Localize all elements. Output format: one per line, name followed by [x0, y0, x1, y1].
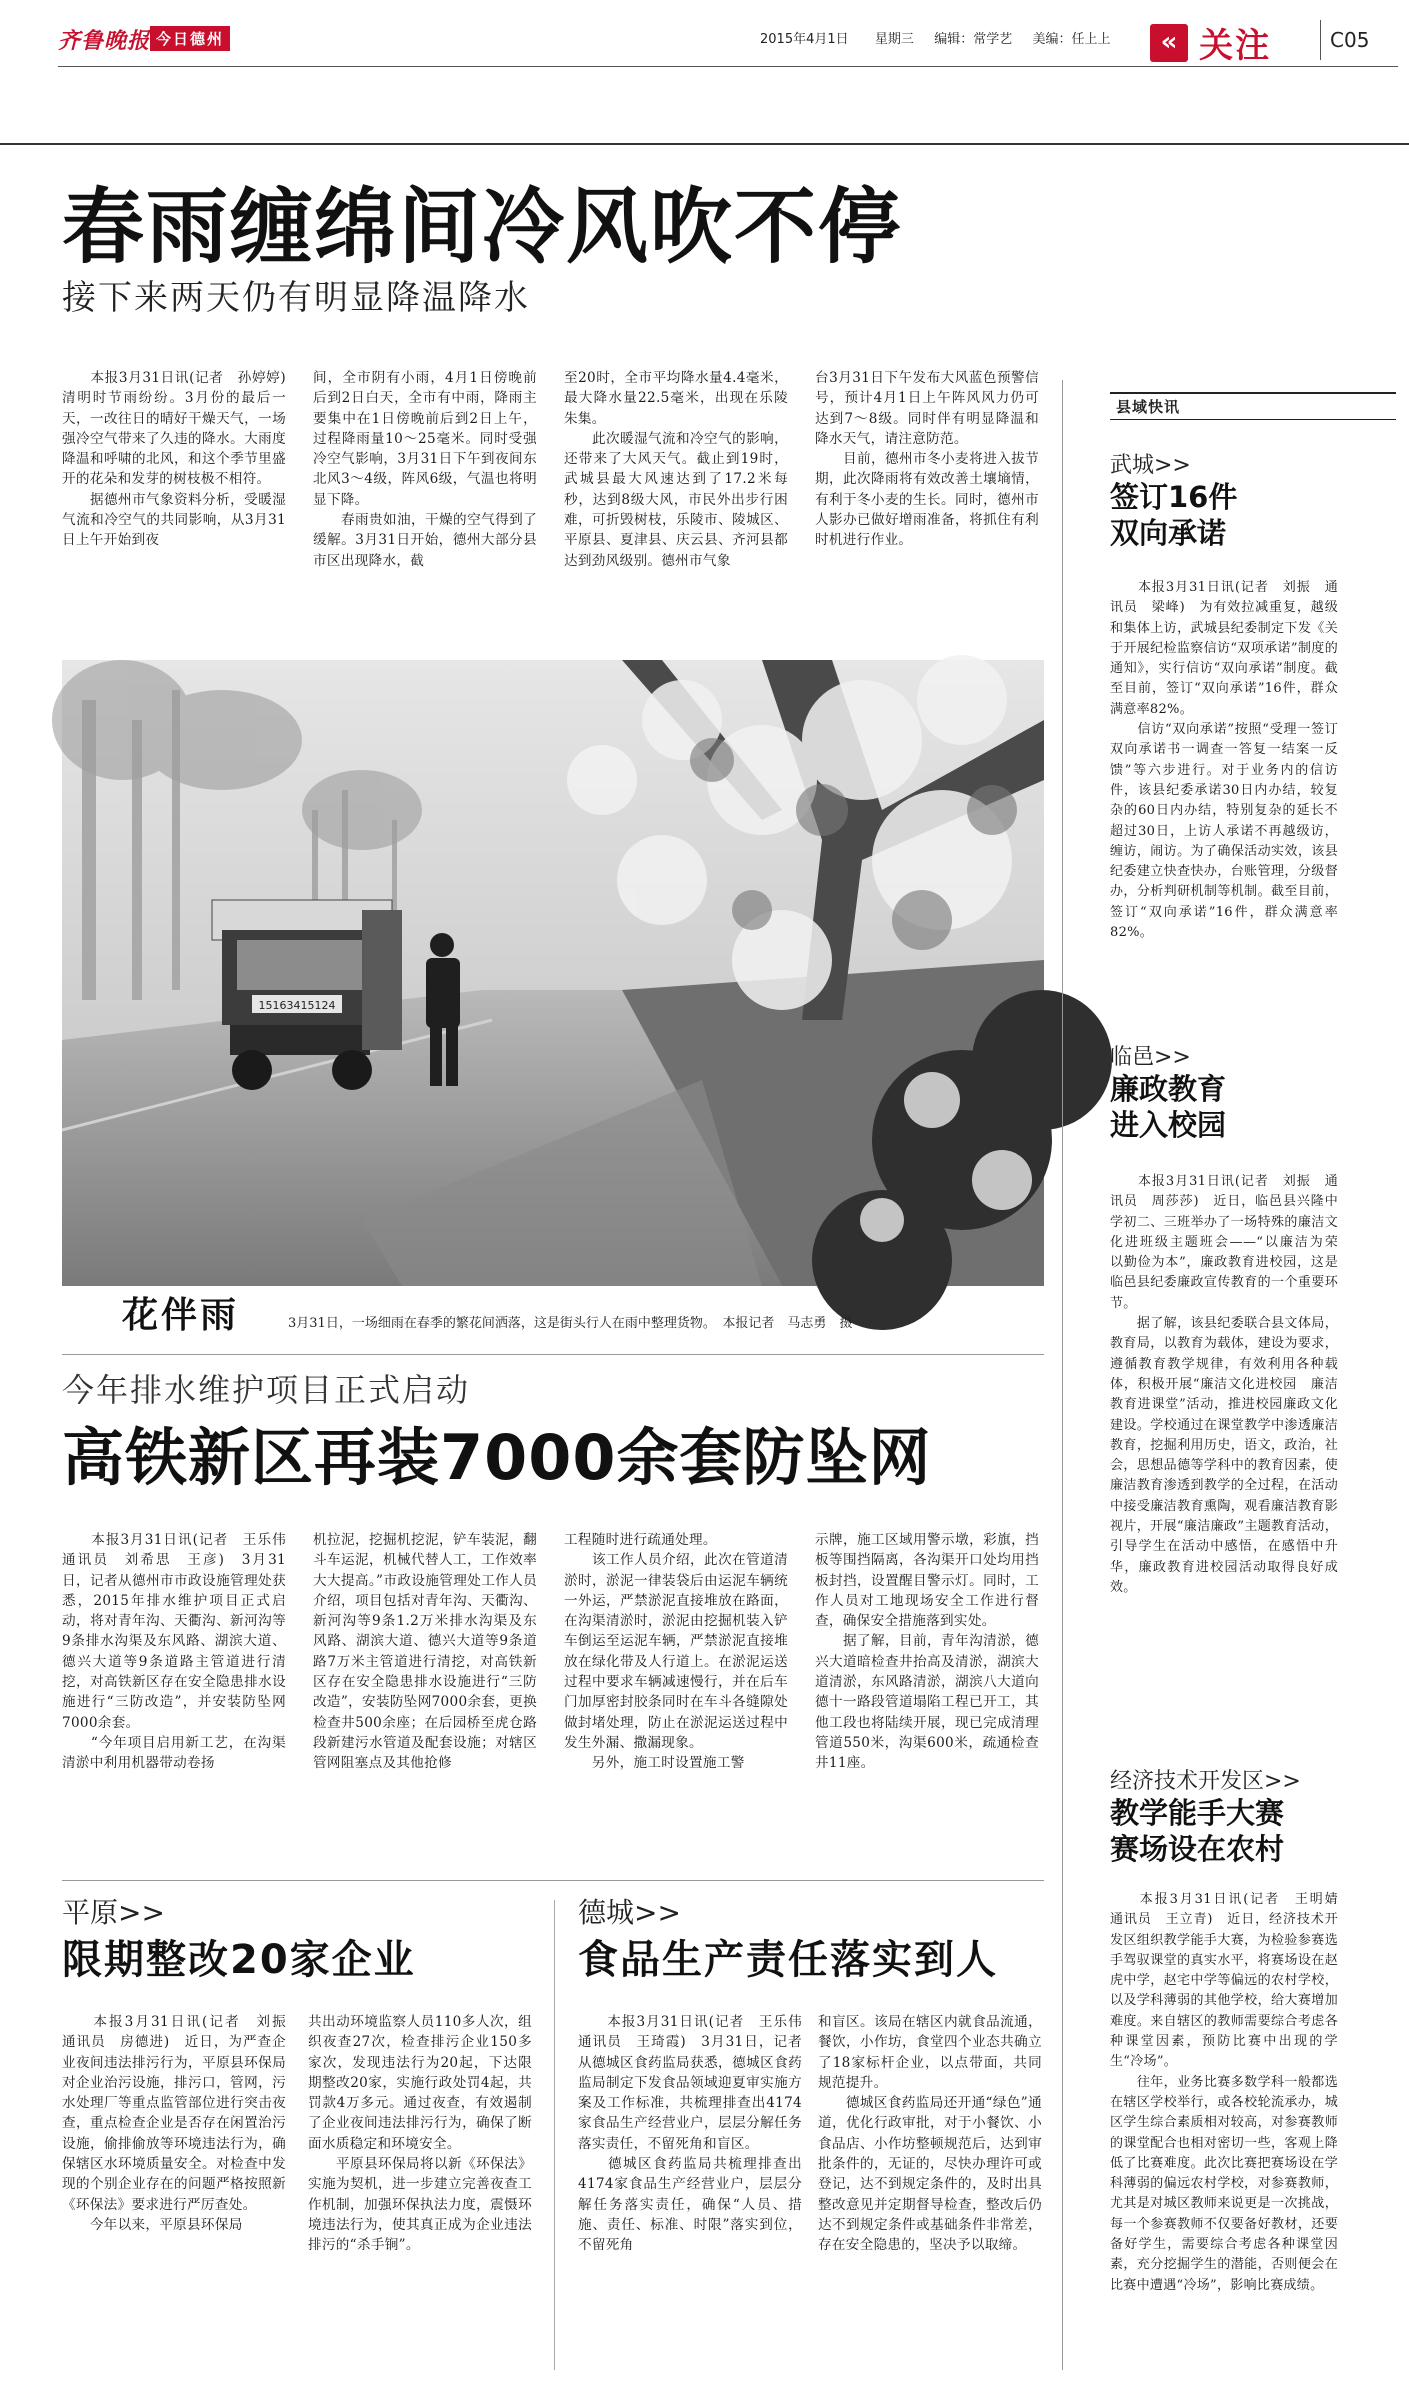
- decheng-column-1: 本报3月31日讯(记者 王乐伟 通讯员 王琦霞) 3月31日，记者从德城区食药监局获悉，德城区食药监局制定下发食品领域迎夏审实施方案及工作标准，共梳理排查出4174家食品生产经营业户，层层分解任务落实责任，不留死角和盲区。 德城区食药监局共梳理排查出4174家食品生产经营业户，层层分解任务落实责任，确保“人员、措施、责任、标准、时限”落实到位，不留死角: [578, 2014, 802, 2254]
- pingyuan-column-1: 本报3月31日讯(记者 刘振 通讯员 房德进) 近日，为严查企业夜间违法排污行为，平原县环保局对企业治污设施，排污口，管网，污水处理厂等重点监管部位进行突击夜查，重点检查企业是否存在闲置治污设施，偷排偷放等环境违法行为，确保辖区水环境质量安全。对检查中发现的个别企业存在的问题严格按照新《环保法》要求进行严厉查处。 今年以来，平原县环保局: [62, 2014, 286, 2233]
- sidebar-item-3-body: 本报3月31日讯(记者 王明婧 通讯员 王立青) 近日，经济技术开发区组织教学能手大赛，为检验参赛选手驾驭课堂的真实水平，将赛场设在赵虎中学，赵宅中学等偏远的农村学校，以及学科薄弱的其他学校，给大赛增加难度。来自辖区的教师需要综合考虑各种课堂因素，预防比赛中出现的学生“冷场”。 往年，业务比赛多数学科一般都选在辖区学校举行，或各校轮流承办，城区学生综合素质相对较高，对参赛教师的课堂配合也相对密切一些，客观上降低了比赛难度。此次比赛把赛场设在学科薄弱的偏远农村学校，对参赛教师，尤其是对城区教师来说更是一次挑战，每一个参赛教师不仅要备好教材，还要备好学生，需要综合考虑各种课堂因素，充分挖掘学生的潜能，否则便会在比赛中遭遇“冷场”，影响比赛成绩。: [1110, 1892, 1338, 2293]
- svg-text:15163415124: 15163415124: [258, 999, 336, 1012]
- photo-caption: 3月31日，一场细雨在春季的繁花间洒落，这是街头行人在雨中整理货物。 本报记者 马志勇 摄: [288, 1316, 853, 1331]
- railway-kicker: 今年排水维护项目正式启动: [62, 1371, 471, 1409]
- issue-date: 2015年4月1日: [760, 32, 849, 47]
- lead-column-1: 本报3月31日讯(记者 孙婷婷) 清明时节雨纷纷。3月份的最后一天，一改往日的晴好干燥天气，一场强冷空气带来了久违的降水。大雨度降温和呼啸的北风，和这个季节里盛开的花朵和发芽的树枝极不相符。 据德州市气象资料分析，受暖湿气流和冷空气的共同影响，从3月31日上午开始到夜: [62, 370, 286, 549]
- lead-headline: 春雨缠绵间冷风吹不停: [62, 180, 903, 275]
- top-rule: [0, 143, 1409, 145]
- sidebar-item-2-headline-2: 进入校园: [1110, 1108, 1227, 1142]
- column-tag-label: 关注: [1199, 26, 1272, 66]
- sidebar-label: 县域快讯: [1116, 398, 1181, 416]
- rain-photo: [62, 660, 1044, 1286]
- editor-credit: 编辑：常学艺: [934, 32, 1013, 47]
- lower-divider: [554, 1900, 555, 2370]
- sidebar-item-1-place: 武城>>: [1110, 453, 1191, 478]
- sidebar-item-3-place: 经济技术开发区>>: [1110, 1769, 1301, 1794]
- pingyuan-column-2: 共出动环境监察人员110多人次，组织夜查27次，检查排污企业150多家次，发现违法行为20起，下达限期整改20家，实施行政处罚4起，共罚款4万多元。通过夜查，有效遏制了企业夜间违法排污行为，确保了断面水质稳定和环境安全。 平原县环保局将以新《环保法》实施为契机，进一步建立完善夜查工作机制，加强环保执法力度，震慑环境违法行为，使其真正成为企业违法排污的“杀手锏”。: [308, 2014, 532, 2254]
- decheng-place: 德城>>: [578, 1896, 681, 1929]
- section-name-badge: [150, 26, 230, 51]
- railway-column-1: 本报3月31日讯(记者 王乐伟 通讯员 刘希思 王彦) 3月31日，记者从德州市市政设施管理处获悉，2015年排水维护项目正式启动，将对青年沟、天衢沟、新河沟等9条排水沟渠及东风路、湖滨大道、德兴大道等9条道路主管道进行清挖，对高铁新区存在安全隐患排水设施进行“三防改造”，并安装防坠网7000余套。 “今年项目启用新工艺，在沟渠清淤中利用机器带动卷扬: [62, 1532, 286, 1772]
- railway-headline: 高铁新区再装7000余套防坠网: [62, 1421, 932, 1494]
- chevron-left-icon: «: [1150, 24, 1188, 62]
- masthead-title: 齐鲁晚报: [58, 28, 151, 54]
- photo-title: 花伴雨: [122, 1295, 240, 1336]
- sidebar-item-3-headline-2: 赛场设在农村: [1110, 1832, 1285, 1866]
- lead-column-4: 台3月31日下午发布大风蓝色预警信号，预计4月1日上午阵风风力仍可达到7～8级。同时伴有明显降温和降水天气，请注意防范。 目前，德州市冬小麦将进入拔节期，此次降雨将有效改善土壤墒情，有利于冬小麦的生长。同时，德州市人影办已做好增雨准备，将抓住有利时机进行作业。: [815, 370, 1039, 549]
- header-rule: [58, 66, 1398, 67]
- header-meta: [760, 28, 1111, 47]
- section-name: 今日德州: [156, 30, 225, 48]
- sidebar-label-box: [1110, 392, 1396, 420]
- railway-column-2: 机拉泥，挖掘机挖泥，铲车装泥，翻斗车运泥，机械代替人工，工作效率大大提高。”市政设施管理处工作人员介绍，项目包括对青年沟、天衢沟、新河沟等9条1.2万米排水沟渠及东风路、湖滨大道、德兴大道等9条道路7万米主管道进行清挖，对高铁新区存在安全隐患排水设施进行“三防改造”，安装防坠网7000余套，更换检查井500余座；在后园桥至虎仓路段新建污水管道及配套设施；对辖区管网阻塞点及其他抢修: [313, 1532, 537, 1772]
- railway-column-3: 工程随时进行疏通处理。 该工作人员介绍，此次在管道清淤时，淤泥一律装袋后由运泥车辆统一外运，严禁淤泥直接堆放在路面，在沟渠清淤时，淤泥由挖掘机装入铲车倒运至运泥车辆，严禁淤泥直接堆放在绿化带及人行道上。在淤泥运送过程中要求车辆减速慢行，并在后车门加厚密封胶条同时在车斗各缝隙处做封堵处理，防止在淤泥运送过程中发生外漏、撒漏现象。 另外，施工时设置施工警: [564, 1532, 788, 1772]
- sidebar-item-2-body: 本报3月31日讯(记者 刘振 通讯员 周莎莎) 近日，临邑县兴隆中学初二、三班举办了一场特殊的廉洁文化进班级主题班会——“以廉洁为荣 以勤俭为本”，廉政教育进校园，这是临邑县纪委廉政宣传教育的一个重要环节。 据了解，该县纪委联合县文体局，教育局，以教育为载体，建设为要求，遵循教育教学规律，有效利用各种载体，积极开展“廉洁文化进校园 廉洁教育进课堂”活动，推进校园廉政文化建设。学校通过在课堂教学中渗透廉洁教育，挖掘利用历史，语文，政治，社会，思想品德等学科中的教育因素，使廉洁教育渗透到教学的全过程，在活动中接受廉洁教育熏陶，观看廉洁教育影视片，开展“廉洁廉政”主题教育活动，引导学生在活动中感悟，在感悟中升华，廉政教育进校园活动取得良好成效。: [1110, 1174, 1338, 1595]
- pingyuan-place: 平原>>: [62, 1896, 165, 1929]
- page-code: C05: [1330, 28, 1370, 52]
- lead-column-2: 间，全市阴有小雨，4月1日傍晚前后到2日白天，全市有中雨，降雨主要集中在1日傍晚前后到2日上午，过程降雨量10～25毫米。同时受强冷空气影响，3月31日下午到夜间东北风3～4级，阵风6级，气温也将明显下降。 春雨贵如油，干燥的空气得到了缓解。3月31日开始，德州大部分县市区出现降水，截: [313, 370, 537, 569]
- sidebar-left-rule: [1062, 380, 1063, 2370]
- masthead-logo: [58, 24, 150, 55]
- railway-column-4: 示牌，施工区域用警示墩，彩旗，挡板等围挡隔离，各沟渠开口处均用挡板封挡，设置醒目警示灯。同时，工作人员对工地现场安全工作进行督查，确保安全措施落到实处。 据了解，目前，青年沟清淤，德兴大道暗检查井抬高及清淤，湖滨大道清淤，东风路清淤，湖滨八大道向德十一路段管道塌陷工程已开工，其他工段也将陆续开展，现已完成清理管道550米，沟渠600米，疏通检查井11座。: [815, 1532, 1039, 1772]
- pingyuan-headline: 限期整改20家企业: [62, 1937, 416, 1983]
- rain-street-scene: [62, 660, 1044, 1286]
- designer-credit: 美编：任上上: [1032, 32, 1111, 47]
- lower-rule: [62, 1880, 1044, 1881]
- decheng-headline: 食品生产责任落实到人: [578, 1937, 998, 1983]
- photo-bottom-rule: [62, 1354, 1044, 1355]
- sidebar-item-3-headline-1: 教学能手大赛: [1110, 1796, 1285, 1830]
- lead-column-3: 至20时，全市平均降水量4.4毫米，最大降水量22.5毫米，出现在乐陵朱集。 此次暖湿气流和冷空气的影响，还带来了大风天气。截止到19时，武城县最大风速达到了17.2米每秒，达到8级大风，市民外出步行困难，可折毁树枝，乐陵市、陵城区、平原县、夏津县、庆云县、齐河县都达到劲风级别。德州市气象: [564, 370, 788, 569]
- sidebar-item-1-headline-2: 双向承诺: [1110, 516, 1227, 550]
- sidebar-item-2-place: 临邑>>: [1110, 1045, 1191, 1070]
- lead-subhead: 接下来两天仍有明显降温降水: [62, 278, 530, 318]
- decheng-column-2: 和盲区。该局在辖区内就食品流通，餐饮，小作坊，食堂四个业态共确立了18家标杆企业，以点带面，共同规范提升。 德城区食药监局还开通“绿色”通道，优化行政审批，对于小餐饮、小食品店、小作坊整顿规范后，达到审批条件的，无证的，尽快办理许可或登记，达不到规定条件的，及时出具整改意见并定期督导检查，整改后仍达不到规定条件或基础条件非常差，存在安全隐患的，坚决予以取缔。: [818, 2014, 1042, 2254]
- issue-weekday: 星期三: [874, 32, 914, 47]
- sidebar-item-2-headline-1: 廉政教育: [1110, 1072, 1227, 1106]
- sidebar-item-1-headline-1: 签订16件: [1110, 480, 1238, 514]
- column-tag: [1150, 18, 1272, 66]
- sidebar-item-1-body: 本报3月31日讯(记者 刘振 通讯员 梁峰) 为有效拉减重复，越级和集体上访，武城县纪委制定下发《关于开展纪检监察信访“双项承诺”制度的通知》，实行信访“双向承诺”制度。截至目前，签订“双向承诺”16件，群众满意率82%。 信访“双向承诺”按照“受理一签订双向承诺书一调查一答复一结案一反馈”等六步进行。对于业务内的信访件，该县纪委承诺30日内办结，较复杂的60日内办结，特别复杂的延长不超过30日，上访人承诺不再越级访，缠访，闹访。为了确保活动实效，该县纪委建立快查快办，台账管理，分级督办，分析判研机制等机制。截至目前，签订“双向承诺”16件，群众满意率82%。: [1110, 580, 1338, 941]
